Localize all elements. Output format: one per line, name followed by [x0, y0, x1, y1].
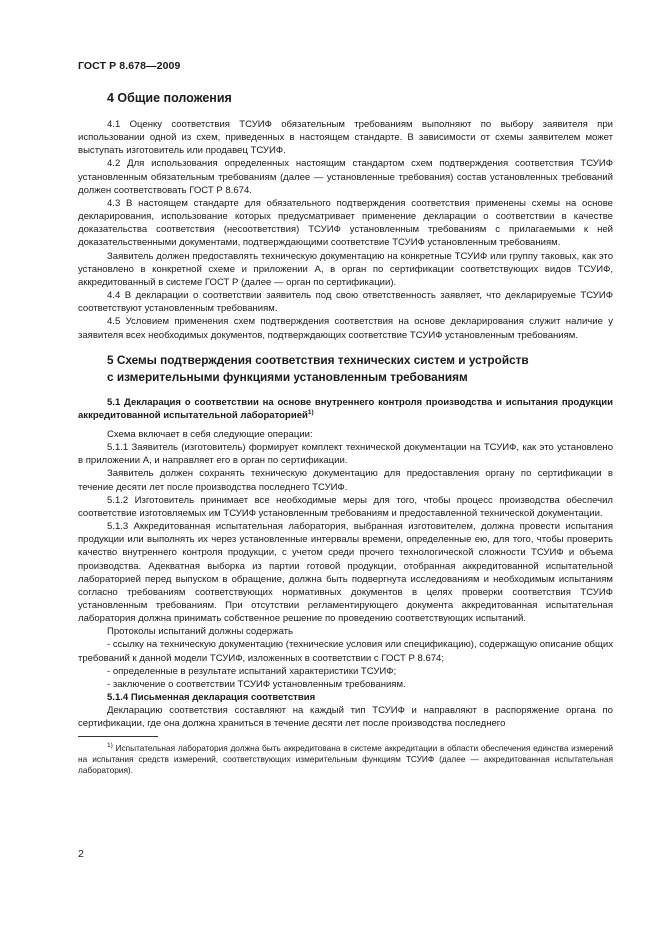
page-number: 2 [78, 848, 84, 860]
section-5-title-line2: с измерительными функциями установленным требованиям [107, 369, 468, 384]
scheme-intro: Схема включает в себя следующие операции: [107, 428, 313, 440]
list-item: - заключение о соответствии ТСУИФ установленным требованиям. [107, 678, 406, 690]
paragraph-4-5: 4.5 Условием применения схем подтверждения соответствия на основе декларирования служит наличие у заявителя всех необходимых документов, подтверждающих соответствие ТСУИФ установленным требованиям. [78, 316, 613, 341]
document-header: ГОСТ Р 8.678—2009 [78, 60, 181, 72]
footnote-text: Испытательная лаборатория должна быть аккредитована в системе аккредитации в области обеспечения единства измерений на испытания средств измерений, соответствующих измерительным функциям ТСУИФ (далее — аккредитованная испытательная лаборатория). [78, 742, 613, 776]
footnote-mark: 1) [107, 741, 113, 749]
paragraph-5-1-3: 5.1.3 Аккредитованная испытательная лаборатория, выбранная изготовителем, должна провести испытания продукции или выполнять их через установленные интервалы времени, определенные ею, для того, чтобы проверить качество внутреннего контроля продукции, с учетом среди прочего технологической сложности ТСУИФ и объема производства. Адекватная выборка из партии готовой продукции, отобранная аккредитованной испытательной лабораторией перед выпуском в обращение, должна быть подвергнута исследованиям и необходимым испытаниям согласно требованиям соответствующих нормативных документов в целях проверки соответствия ТСУИФ установленным требованиям. При отсутствии регламентирующего документа аккредитованная испытательная лаборатория должна принимать собственное решение по проведению соответствующих испытаний. [78, 521, 613, 625]
list-item: - определенные в результате испытаний характеристики ТСУИФ; [107, 665, 397, 677]
section-4-title: 4 Общие положения [107, 91, 232, 105]
section-5-title [78, 352, 613, 386]
section-5-title-line1: 5 Схемы подтверждения соответствия технических систем и устройств [107, 352, 529, 367]
paragraph-5-1-4: Декларацию соответствия составляют на каждый тип ТСУИФ и направляют в распоряжение органа по сертификации, где она должна храниться в течение десяти лет после производства последнего [78, 705, 613, 730]
protocols-intro: Протоколы испытаний должны содержать [107, 626, 294, 638]
paragraph-5-1-1-retention: Заявитель должен сохранять техническую документацию для предоставления органу по сертификации в течение десяти лет после производства последнего ТСУИФ. [78, 468, 613, 493]
footnote-divider [78, 736, 158, 737]
paragraph-5-1-2: 5.1.2 Изготовитель принимает все необходимые меры для того, чтобы процесс производства обеспечил соответствие изготовляемых им ТСУИФ установленным требованиям и предоставленной технической документации. [78, 494, 613, 519]
list-item: - ссылку на техническую документацию (технические условия или спецификацию), содержащую описание общих требований к данной модели ТСУИФ, изложенных в соответствии с ГОСТ Р 8.674; [78, 639, 613, 664]
paragraph-4-3: 4.3 В настоящем стандарте для обязательного подтверждения соответствия применены схемы на основе декларирования, использование которых предусматривает применение декларации о соответствии в качестве доказательства соответствия (несоответствия) ТСУИФ установленным требованиям с прилагаемыми к ней доказательственными документами, подтверждающими соответствие ТСУИФ установленным требованиям. [78, 197, 613, 249]
subsection-5-1-title-text: 5.1 Декларация о соответствии на основе внутреннего контроля производства и испытания продукции аккредитованной испытательной лабораторией [78, 396, 613, 421]
footnote-reference: 1) [307, 408, 314, 416]
paragraph-4-3-applicant: Заявитель должен предоставлять техническую документацию на конкретные ТСУИФ или группу таковых, как это установлено в конкретной схеме и приложении А, в орган по сертификации соответствующих видов ТСУИФ, аккредитованный в системе ГОСТ Р (далее — орган по сертификации). [78, 250, 613, 288]
footnote [78, 743, 613, 777]
page-content [78, 90, 613, 776]
subsection-5-1-4-title: 5.1.4 Письменная декларация соответствия [107, 692, 316, 704]
paragraph-5-1-1: 5.1.1 Заявитель (изготовитель) формирует комплект технической документации на ТСУИФ, как это установлено в приложении А, и направляет его в орган по сертификации. [78, 442, 613, 467]
paragraph-4-2: 4.2 Для использования определенных настоящим стандартом схем подтверждения соответствия ТСУИФ установленным обязательным требованиям (далее — установленные требования) состав установленных требований должен соответствовать ГОСТ Р 8.674. [78, 158, 613, 196]
paragraph-4-4: 4.4 В декларации о соответствии заявитель под свою ответственность заявляет, что декларируемые ТСУИФ соответствуют установленным требованиям. [78, 290, 613, 315]
subsection-5-1-title [78, 396, 613, 422]
paragraph-4-1: 4.1 Оценку соответствия ТСУИФ обязательным требованиям выполняют по выбору заявителя при использовании одной из схем, приведенных в настоящем стандарте. В зависимости от схемы заявителем может выступать изготовитель или продавец ТСУИФ. [78, 119, 613, 157]
